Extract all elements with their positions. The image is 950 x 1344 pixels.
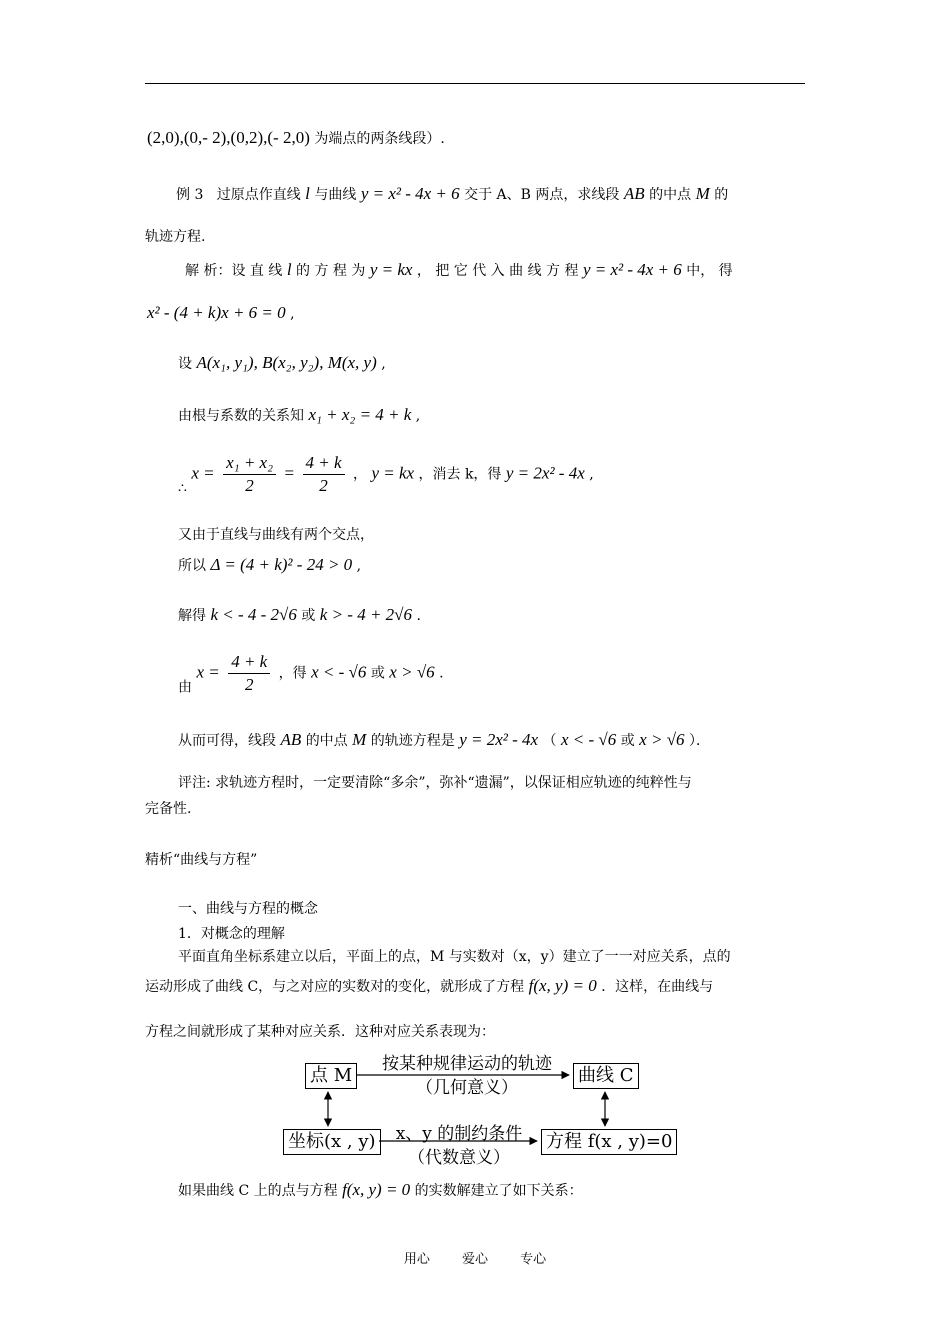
- condition-1: x < - √6: [561, 730, 617, 749]
- line-equation: y = kx: [369, 260, 413, 279]
- paragraph-text: ．这样，在曲线与: [601, 979, 714, 995]
- equals-sign: =: [284, 463, 295, 483]
- example-text: 过原点作直线: [216, 187, 301, 203]
- solution-text: 或: [370, 665, 385, 682]
- vieta-equation: x₁ + x₂ = 4 + k: [308, 405, 412, 424]
- example-label: 例 3: [176, 187, 204, 203]
- result-equation: y = 2x² - 4x: [505, 463, 585, 483]
- line-equation: y = kx: [371, 463, 415, 483]
- fraction-numerator: 4 + k: [228, 651, 270, 674]
- curve-equation: y = x² - 4x + 6: [360, 184, 460, 203]
- continuation-text: 为端点的两条线段）.: [314, 131, 445, 147]
- k-range-1: k < - 4 - 2√6: [210, 605, 297, 624]
- points-math: A(x₁, y₁), B(x₂, y₂), M(x, y): [196, 353, 377, 372]
- punct: ，: [352, 466, 367, 483]
- punct: ）．: [688, 733, 710, 749]
- function-equation: f(x, y) = 0: [342, 1180, 411, 1199]
- solution-text: ， 把 它 代 入 曲 线 方 程: [416, 263, 579, 279]
- solution-text: 的中点: [305, 733, 348, 749]
- punct: .: [439, 665, 444, 682]
- concept-paragraph-3: 方程之间就形成了某种对应关系．这种对应关系表现为：: [145, 1024, 495, 1040]
- fraction-denominator: 2: [244, 675, 254, 694]
- paragraph-text: 的实数解建立了如下关系：: [414, 1183, 583, 1199]
- solution-text: 中， 得: [686, 263, 733, 279]
- fraction-numerator: x₁ + x₂: [223, 452, 276, 475]
- solution-text: 由根与系数的关系知: [178, 408, 304, 424]
- equation-box: 方程 f(x , y)=0: [541, 1129, 677, 1155]
- heading-1: 一、曲线与方程的概念: [178, 901, 318, 917]
- solution-text: 或: [620, 733, 635, 749]
- line-l-math: l: [286, 260, 292, 279]
- solution-text: 解得: [178, 608, 206, 624]
- solution-text: ，消去 k，得: [418, 466, 502, 483]
- endpoints-math: (2,0),(0,- 2),(0,2),(- 2,0): [147, 128, 310, 147]
- punct: .: [416, 608, 421, 624]
- fraction-denominator: 2: [319, 476, 328, 495]
- punct: ,: [290, 306, 295, 322]
- geometric-meaning-label: 按某种规律运动的轨迹: [382, 1054, 552, 1074]
- x-equals: x =: [191, 463, 215, 483]
- heading-2: 1．对概念的理解: [178, 926, 285, 942]
- line-l-math: l: [305, 184, 310, 203]
- punct: （: [542, 733, 557, 749]
- curve-equation: y = x² - 4x + 6: [582, 260, 682, 279]
- condition-2: x > √6: [639, 730, 685, 749]
- fraction-numerator: 4 + k: [303, 452, 345, 475]
- solution-text: 的 方 程 为: [296, 263, 366, 279]
- solution-text: 解 析：设 直 线: [185, 263, 283, 279]
- midpoint-m: M: [695, 184, 710, 203]
- therefore-symbol: ∴: [178, 480, 187, 497]
- discriminant: Δ = (4 + k)² - 24 > 0: [210, 555, 353, 574]
- x-range-1: x < - √6: [311, 662, 367, 682]
- solution-text: 或: [301, 608, 316, 624]
- midpoint-m: M: [352, 730, 367, 749]
- solution-text: ，得: [278, 665, 307, 682]
- algebraic-meaning-label: x、y 的制约条件: [395, 1124, 523, 1144]
- comment-line-2: 完备性.: [145, 801, 192, 817]
- x-equals: x =: [196, 662, 220, 682]
- coordinate-box: 坐标(x , y): [283, 1129, 381, 1155]
- curve-c-box: 曲线 C: [573, 1063, 639, 1089]
- punct: ,: [381, 356, 386, 372]
- concept-paragraph-1: 平面直角坐标系建立以后，平面上的点，M 与实数对（x，y）建立了一一对应关系，点的: [178, 949, 731, 965]
- segment-ab: AB: [280, 730, 302, 749]
- example-text: 的中点: [649, 187, 692, 203]
- relation-line: [178, 1180, 583, 1201]
- trajectory-equation: y = 2x² - 4x: [459, 730, 539, 749]
- punct: ,: [415, 408, 421, 424]
- solution-text: 的轨迹方程是: [370, 733, 455, 749]
- function-equation: f(x, y) = 0: [528, 976, 597, 995]
- punct: ,: [356, 558, 362, 574]
- segment-ab: AB: [623, 184, 645, 203]
- paragraph-text: 如果曲线 C 上的点与方程: [178, 1183, 338, 1199]
- quadratic-equation: x² - (4 + k)x + 6 = 0: [147, 303, 286, 322]
- comment-line-1: 评注: 求轨迹方程时，一定要清除“多余”，弥补“遗漏”，以保证相应轨迹的纯粹性与: [178, 775, 692, 791]
- example-text: 交于 A、B 两点，求线段: [464, 187, 620, 203]
- algebraic-meaning-sub: （代数意义）: [408, 1148, 510, 1168]
- solution-text: 由: [178, 679, 192, 696]
- section-title: 精析“曲线与方程”: [145, 852, 258, 868]
- solution-text: 从而可得，线段: [178, 733, 276, 749]
- paragraph-text: 运动形成了曲线 C，与之对应的实数对的变化，就形成了方程: [145, 979, 525, 995]
- k-range-2: k > - 4 + 2√6: [319, 605, 413, 624]
- solution-text: 所以: [178, 558, 206, 574]
- solution-text: 设: [178, 356, 192, 372]
- geometric-meaning-sub: （几何意义）: [416, 1078, 518, 1098]
- point-m-box: 点 M: [305, 1063, 357, 1089]
- x-range-2: x > √6: [389, 662, 435, 682]
- fraction-denominator: 2: [245, 476, 254, 495]
- punct: ,: [589, 466, 594, 483]
- example-text: 与曲线: [314, 187, 357, 203]
- example-3-line-2: 轨迹方程.: [145, 229, 206, 245]
- page-footer: 用心 爱心 专心: [403, 1252, 547, 1267]
- intersection-text: 又由于直线与曲线有两个交点，: [178, 527, 374, 543]
- example-text: 的: [714, 187, 729, 203]
